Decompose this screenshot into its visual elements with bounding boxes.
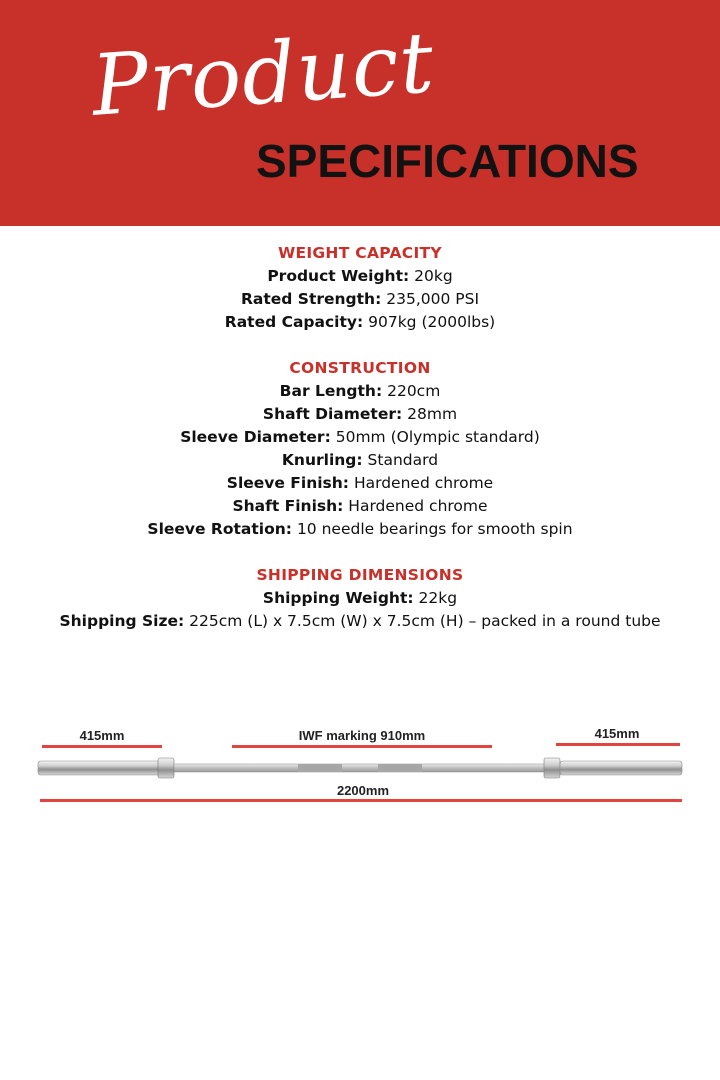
left-knurl-mark	[298, 764, 342, 772]
left-collar	[158, 758, 174, 778]
spec-value: 20kg	[414, 267, 453, 285]
spec-key: Shaft Finish:	[232, 497, 344, 515]
right-collar	[544, 758, 560, 778]
barbell-diagram	[0, 700, 720, 830]
spec-row	[0, 311, 720, 334]
center-marking-label: IWF marking 910mm	[298, 728, 426, 743]
right-knurl-mark	[378, 764, 422, 772]
section-weight-capacity	[0, 242, 720, 334]
spec-key: Shipping Weight:	[262, 589, 414, 607]
spec-value: 235,000 PSI	[386, 290, 480, 308]
spec-key: Bar Length:	[279, 382, 383, 400]
specifications-list	[0, 242, 720, 656]
spec-key: Rated Strength:	[240, 290, 382, 308]
spec-row	[0, 610, 720, 633]
left-sleeve-label: 415mm	[79, 728, 125, 743]
section-shipping-dimensions	[0, 564, 720, 633]
spec-key: Product Weight:	[267, 267, 410, 285]
spec-key: Knurling:	[281, 451, 363, 469]
spec-value: 28mm	[407, 405, 458, 423]
section-title: WEIGHT CAPACITY	[278, 244, 442, 262]
spec-value: 907kg (2000lbs)	[368, 313, 496, 331]
spec-value: Hardened chrome	[353, 474, 494, 492]
spec-row	[0, 426, 720, 449]
total-length-line	[40, 799, 682, 802]
spec-key: Shipping Size:	[59, 612, 185, 630]
spec-row	[0, 518, 720, 541]
spec-key: Sleeve Rotation:	[147, 520, 292, 538]
spec-row	[0, 288, 720, 311]
barbell-image	[38, 758, 682, 778]
spec-value: 50mm (Olympic standard)	[335, 428, 540, 446]
spec-value: 220cm	[387, 382, 441, 400]
spec-row	[0, 495, 720, 518]
caps-title: SPECIFICATIONS	[256, 135, 639, 187]
spec-value: 10 needle bearings for smooth spin	[296, 520, 573, 538]
spec-row	[0, 587, 720, 610]
spec-key: Sleeve Diameter:	[180, 428, 331, 446]
spec-row	[0, 265, 720, 288]
spec-row	[0, 472, 720, 495]
spec-value: Hardened chrome	[348, 497, 488, 515]
script-title: Product	[88, 13, 438, 135]
spec-key: Shaft Diameter:	[262, 405, 403, 423]
section-title: CONSTRUCTION	[289, 359, 431, 377]
spec-row	[0, 403, 720, 426]
spec-value: Standard	[367, 451, 439, 469]
right-sleeve-line	[556, 743, 680, 746]
total-length-label: 2200mm	[336, 783, 390, 798]
section-title: SHIPPING DIMENSIONS	[256, 566, 464, 584]
section-construction	[0, 357, 720, 541]
left-sleeve	[38, 761, 160, 775]
header-banner	[0, 0, 720, 226]
right-sleeve-label: 415mm	[594, 726, 640, 741]
spec-row	[0, 380, 720, 403]
bar-shaft	[174, 764, 546, 772]
center-marking-line	[232, 745, 492, 748]
spec-key: Rated Capacity:	[224, 313, 364, 331]
spec-key: Sleeve Finish:	[226, 474, 350, 492]
left-sleeve-line	[42, 745, 162, 748]
spec-value: 22kg	[418, 589, 458, 607]
spec-value: 225cm (L) x 7.5cm (W) x 7.5cm (H) – packed in a round tube	[189, 612, 661, 630]
right-sleeve	[560, 761, 682, 775]
spec-row	[0, 449, 720, 472]
